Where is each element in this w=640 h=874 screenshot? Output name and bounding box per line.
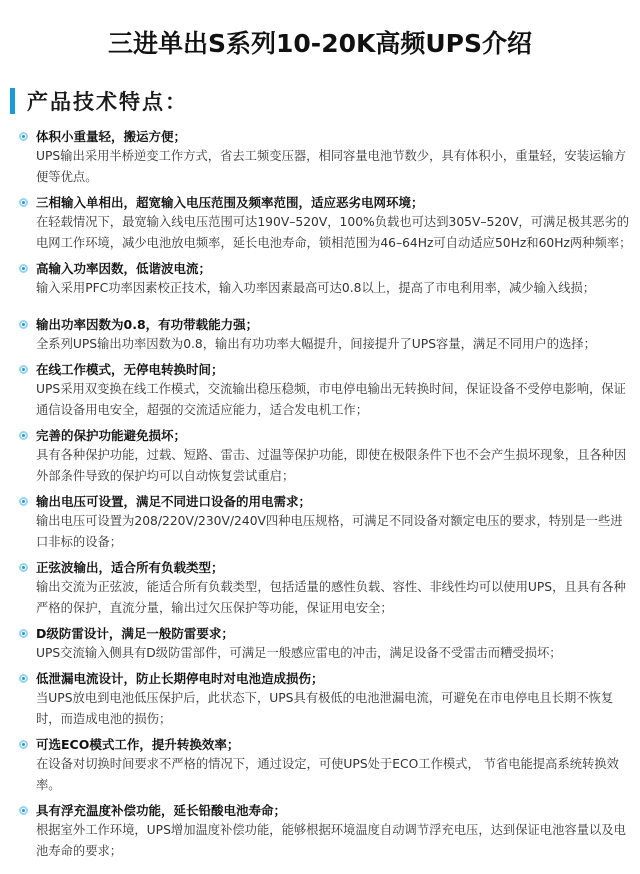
bullet-icon [19,740,28,749]
bullet-icon [19,629,28,638]
feature-item [18,625,634,664]
bullet-icon [19,198,28,207]
feature-desc: UPS输出采用半桥逆变工作方式，省去工频变压器，相同容量电池节数少，具有体积小，重量轻，安装运输方便等优点。 [36,149,626,184]
feature-item [18,670,634,730]
feature-desc: 当UPS放电到电池低压保护后，此状态下，UPS具有极低的电池泄漏电流，可避免在市电停电且长期不恢复时，而造成电池的损伤； [36,691,614,726]
feature-item [18,128,634,188]
feature-desc: 输入采用PFC功率因素校正技术，输入功率因素最高可达0.8以上，提高了市电利用率，减少输入线损； [36,281,596,295]
feature-desc: 根据室外工作环境，UPS增加温度补偿功能，能够根据环境温度自动调节浮充电压，达到保证电池容量以及电池寿命的要求； [36,823,626,858]
bullet-icon [19,806,28,815]
feature-item [18,194,634,254]
bullet-icon [19,497,28,506]
bullet-icon [19,563,28,572]
feature-desc: 输出交流为正弦波，能适合所有负载类型，包括适量的感性负载、容性、非线性均可以使用UPS，且具有各种严格的保护，直流分量，输出过欠压保护等功能，保证用电安全； [36,580,626,615]
section-header [10,86,188,116]
feature-item [18,427,634,487]
bullet-icon [19,320,28,329]
bullet-icon [19,264,28,273]
feature-title: 正弦波输出，适合所有负载类型； [36,560,224,575]
feature-title: 体积小重量轻，搬运方便； [36,129,187,144]
page-title: 三进单出S系列10-20K高频UPS介绍 [108,29,532,58]
feature-desc: UPS交流输入侧具有D级防雷部件，可满足一般感应雷电的冲击，满足设备不受雷击而糟受损坏； [36,646,562,660]
bullet-icon [19,431,28,440]
feature-title: 具有浮充温度补偿功能，延长铅酸电池寿命； [36,803,287,818]
feature-item [18,316,634,355]
feature-item [18,559,634,619]
feature-title: 完善的保护功能避免损坏； [36,428,187,443]
feature-list [18,128,634,862]
section-title: 产品技术特点： [27,90,188,114]
bullet-icon [19,674,28,683]
feature-desc: 在轻载情况下，最宽输入线电压范围可达190V–520V，100%负载也可达到305V–520V，可满足极其恶劣的电网工作环境，减少电池放电频率，延长电池寿命，锁相范围为46–64Hz可自动适应50Hz和60Hz两种频率； [36,215,632,250]
feature-desc: 输出电压可设置为208/220V/230V/240V四种电压规格，可满足不同设备对额定电压的要求，特别是一些进口非标的设备； [36,514,623,549]
feature-desc: 在设备对切换时间要求不严格的情况下，通过设定，可使UPS处于ECO工作模式， 节省电能提高系统转换效率。 [36,757,619,792]
feature-item [18,361,634,421]
feature-title: 高输入功率因数，低谐波电流； [36,261,212,276]
feature-title: D级防雷设计，满足一般防雷要求； [36,626,234,641]
feature-desc: 全系列UPS输出功率因数为0.8，输出有功功率大幅提升，间接提升了UPS容量，满足不同用户的选择； [36,337,596,351]
feature-item [18,736,634,796]
feature-title: 输出电压可设置，满足不同进口设备的用电需求； [36,494,312,509]
feature-item [18,493,634,553]
feature-title: 三相输入单相出，超宽输入电压范围及频率范围，适应恶劣电网环境； [36,195,424,210]
section-accent-bar [10,88,15,114]
feature-item [18,260,634,299]
feature-item [18,802,634,862]
feature-title: 可选ECO模式工作，提升转换效率； [36,737,240,752]
bullet-icon [19,365,28,374]
feature-title: 输出功率因数为0.8，有功带载能力强； [36,317,259,332]
feature-title: 低泄漏电流设计，防止长期停电时对电池造成损伤； [36,671,324,686]
feature-desc: 具有各种保护功能，过载、短路、雷击、过温等保护功能，即使在极限条件下也不会产生损坏现象，且各种因外部条件导致的保护均可以自动恢复尝试重启； [36,448,627,483]
feature-desc: UPS采用双变换在线工作模式，交流输出稳压稳频，市电停电输出无转换时间，保证设备不受停电影响，保证通信设备用电安全，超强的交流适应能力，适合发电机工作； [36,382,626,417]
bullet-icon [19,132,28,141]
feature-title: 在线工作模式，无停电转换时间； [36,362,224,377]
